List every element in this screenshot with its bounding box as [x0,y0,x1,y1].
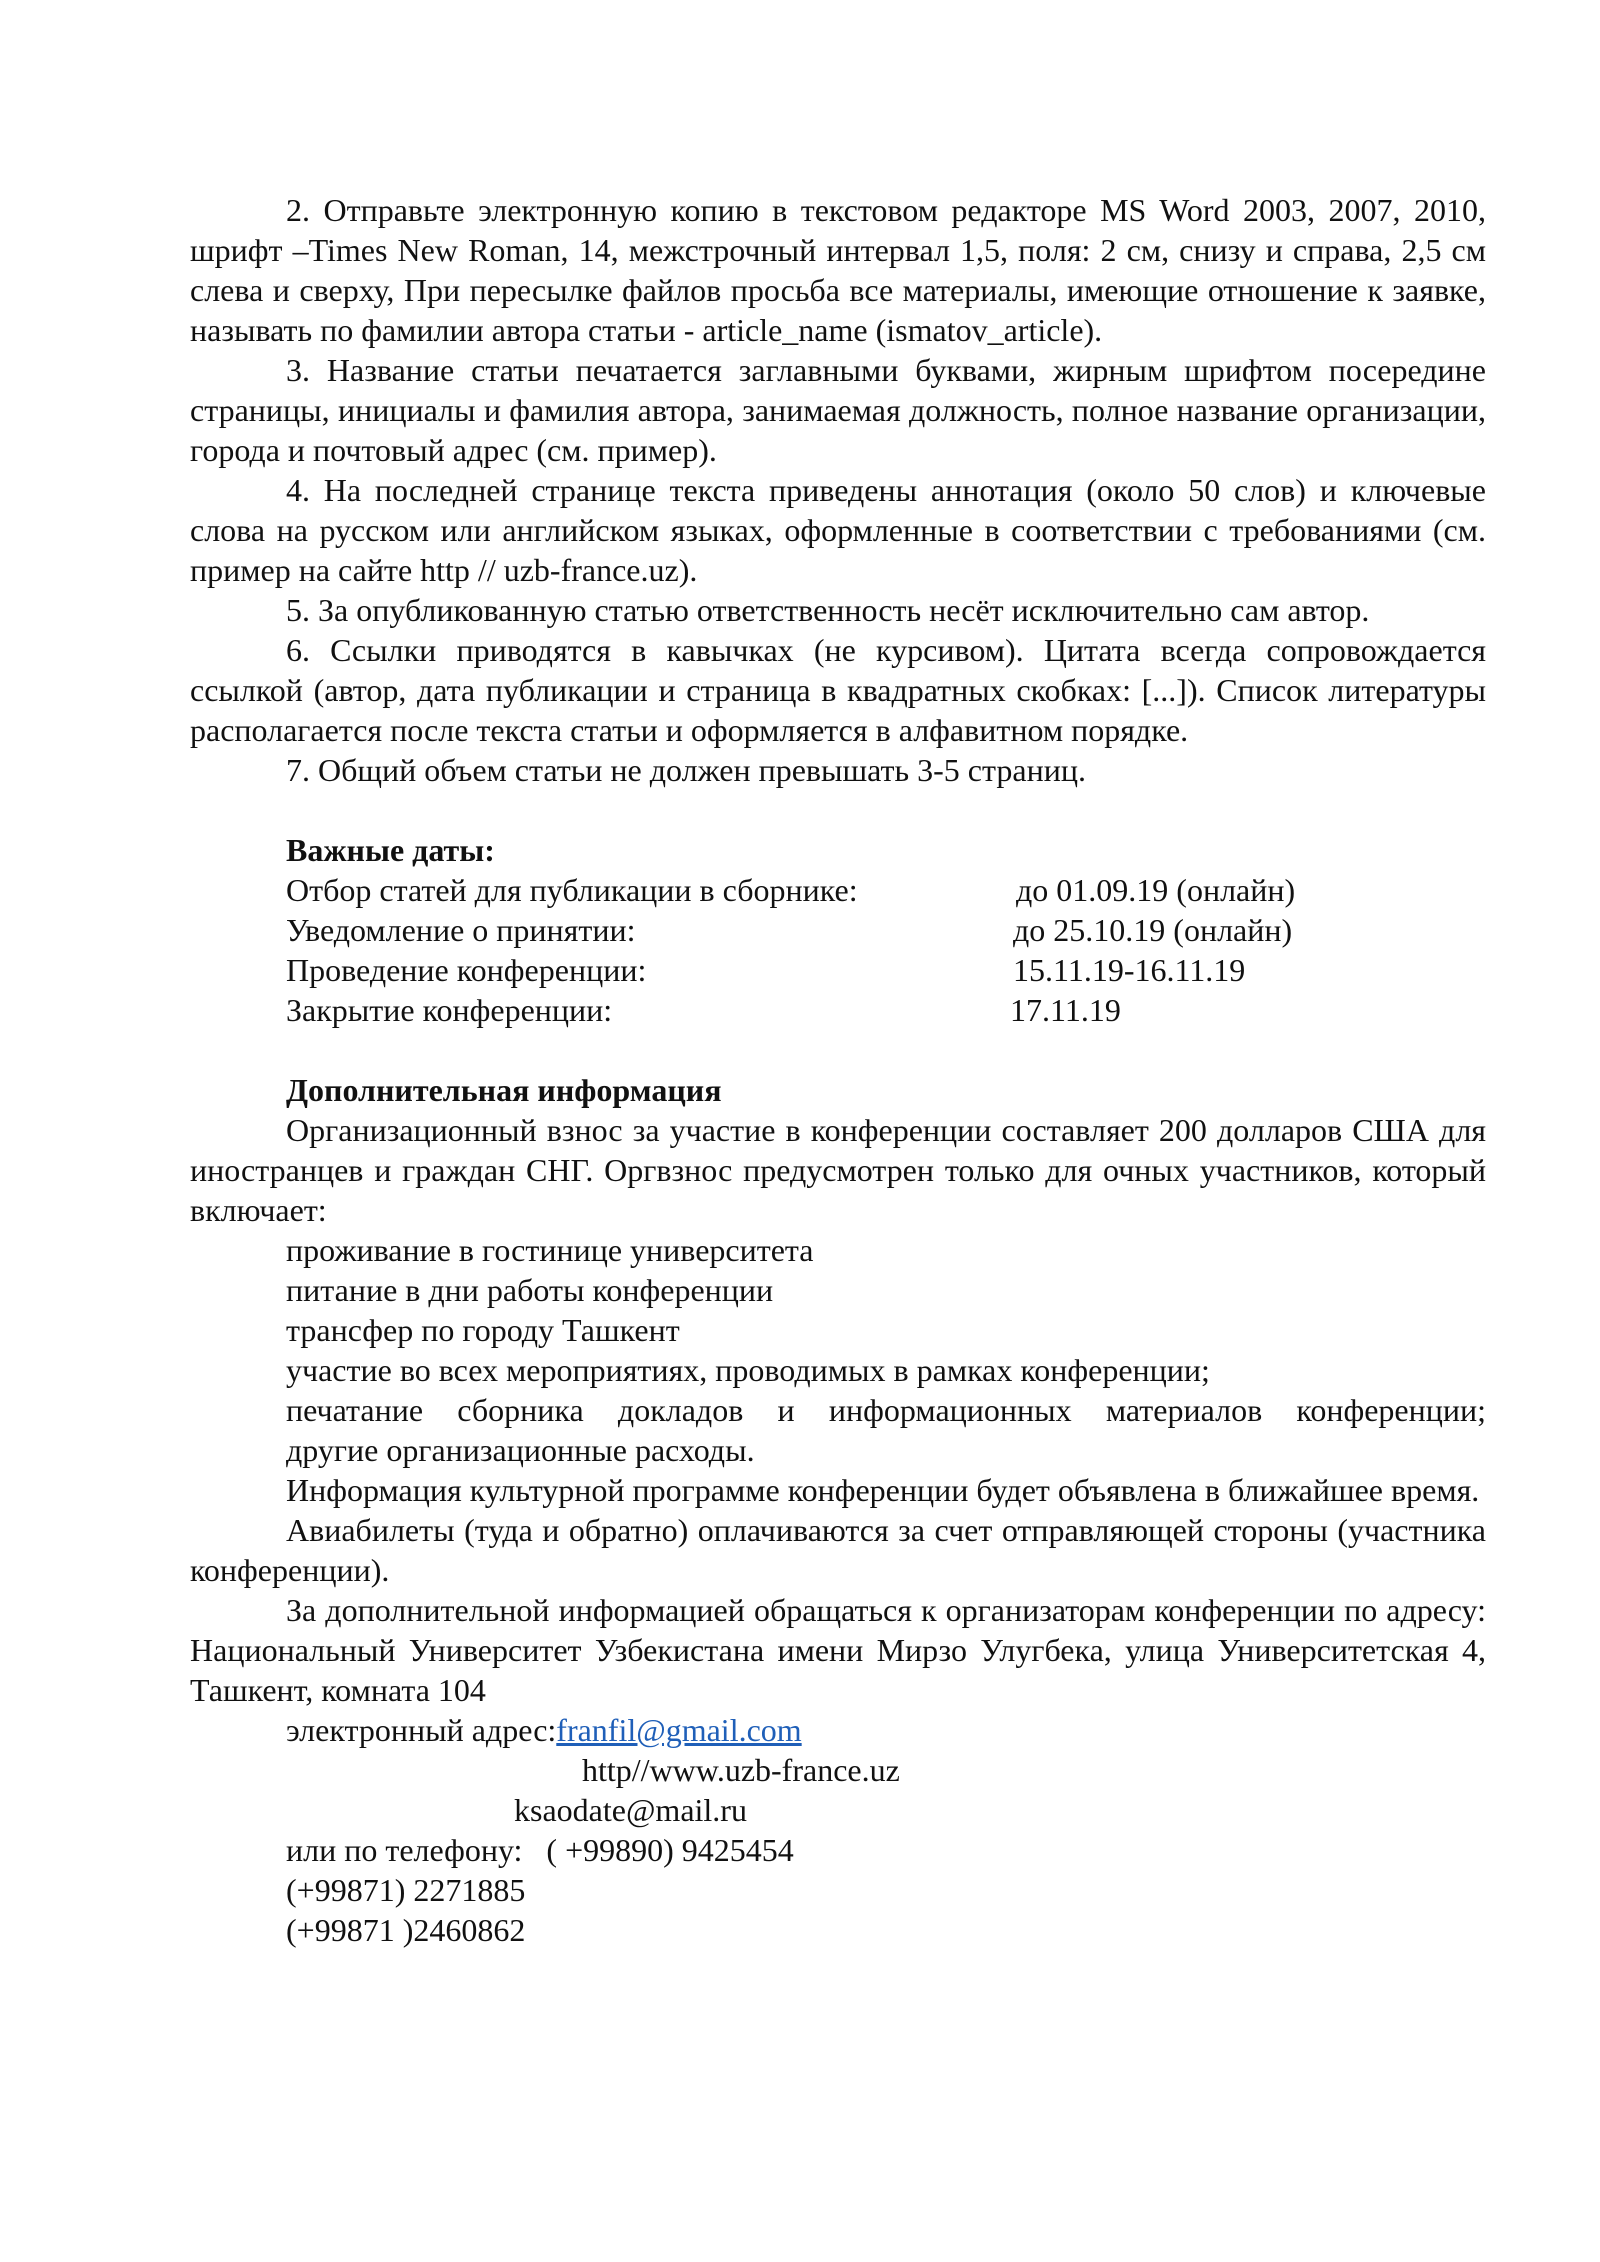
fee-paragraph: Организационный взнос за участие в конференции составляет 200 долларов США для иностранцев и граждан СНГ. Оргвзнос предусмотрен только для очных участников, который включает: [190,1112,1486,1228]
date-label: Закрытие конференции: [286,992,613,1028]
phone-3: (+99871 )2460862 [286,1912,526,1948]
phone-2: (+99871) 2271885 [286,1872,526,1908]
item-7: 7. Общий объем статьи не должен превышать 3-5 страниц. [286,752,1086,788]
website-line [190,1750,1486,1790]
item-5: 5. За опубликованную статью ответственность несёт исключительно сам автор. [286,592,1370,628]
date-row [190,910,1486,950]
contact-paragraph: За дополнительной информацией обращаться к организаторам конференции по адресу: Национальный Университет Узбекистана имени Мирзо Улугбека, улица Университетская 4, Ташкент, комната 104 [190,1592,1486,1708]
date-value: 17.11.19 [1010,992,1121,1028]
date-row [190,870,1486,910]
include-item: участие во всех мероприятиях, проводимых в рамках конференции; [286,1352,1210,1388]
include-item: печатание сборника докладов и информационных материалов конференции; [286,1392,1486,1428]
include-item: питание в дни работы конференции [286,1272,774,1308]
date-label: Проведение конференции: [286,952,647,988]
date-row [190,990,1486,1030]
include-item: другие организационные расходы. [286,1432,755,1468]
website-text: http//www.uzb-france.uz [582,1752,900,1788]
email-link[interactable]: franfil@gmail.com [556,1712,802,1748]
item-4: 4. На последней странице текста приведены аннотация (около 50 слов) и ключевые слова на русском или английском языках, оформленные в соответствии с требованиями (см. пример на сайте http // uzb-france.uz). [190,472,1486,588]
item-6: 6. Ссылки приводятся в кавычках (не курсивом). Цитата всегда сопровождается ссылкой (автор, дата публикации и страница в квадратных скобках: [...]). Список литературы располагается после текста статьи и оформляется в алфавитном порядке. [190,632,1486,748]
info-heading: Дополнительная информация [286,1072,722,1108]
date-row [190,950,1486,990]
date-label: Отбор статей для публикации в сборнике: [286,872,858,908]
item-3: 3. Название статьи печатается заглавными буквами, жирным шрифтом посередине страницы, инициалы и фамилия автора, занимаемая должность, полное название организации, города и почтовый адрес (см. пример). [190,352,1486,468]
phone-line [190,1830,1486,1870]
tickets-paragraph: Авиабилеты (туда и обратно) оплачиваются за счет отправляющей стороны (участника конференции). [190,1512,1486,1588]
culture-paragraph: Информация культурной программе конференции будет объявлена в ближайшее время. [286,1472,1480,1508]
phone-1: ( +99890) 9425454 [546,1832,794,1868]
item-2: 2. Отправьте электронную копию в текстовом редакторе MS Word 2003, 2007, 2010, шрифт –Times New Roman, 14, межстрочный интервал 1,5, поля: 2 см, снизу и справа, 2,5 см слева и сверху, При пересылке файлов просьба все материалы, имеющие отношение к заявке, называть по фамилии автора статьи - article_name (ismatov_article). [190,192,1486,348]
email-label: электронный адрес: [286,1712,557,1748]
email-line [190,1710,1486,1750]
include-item: проживание в гостинице университета [286,1232,814,1268]
phone-label: или по телефону: [286,1832,547,1868]
dates-heading: Важные даты: [286,832,495,868]
date-value: до 25.10.19 (онлайн) [1013,912,1293,948]
document-page [190,190,1486,1950]
date-value: 15.11.19-16.11.19 [1013,952,1246,988]
date-value: до 01.09.19 (онлайн) [1016,872,1296,908]
email2-line [190,1790,1486,1830]
include-item: трансфер по городу Ташкент [286,1312,680,1348]
email2-text: ksaodate@mail.ru [514,1792,747,1828]
date-label: Уведомление о принятии: [286,912,636,948]
